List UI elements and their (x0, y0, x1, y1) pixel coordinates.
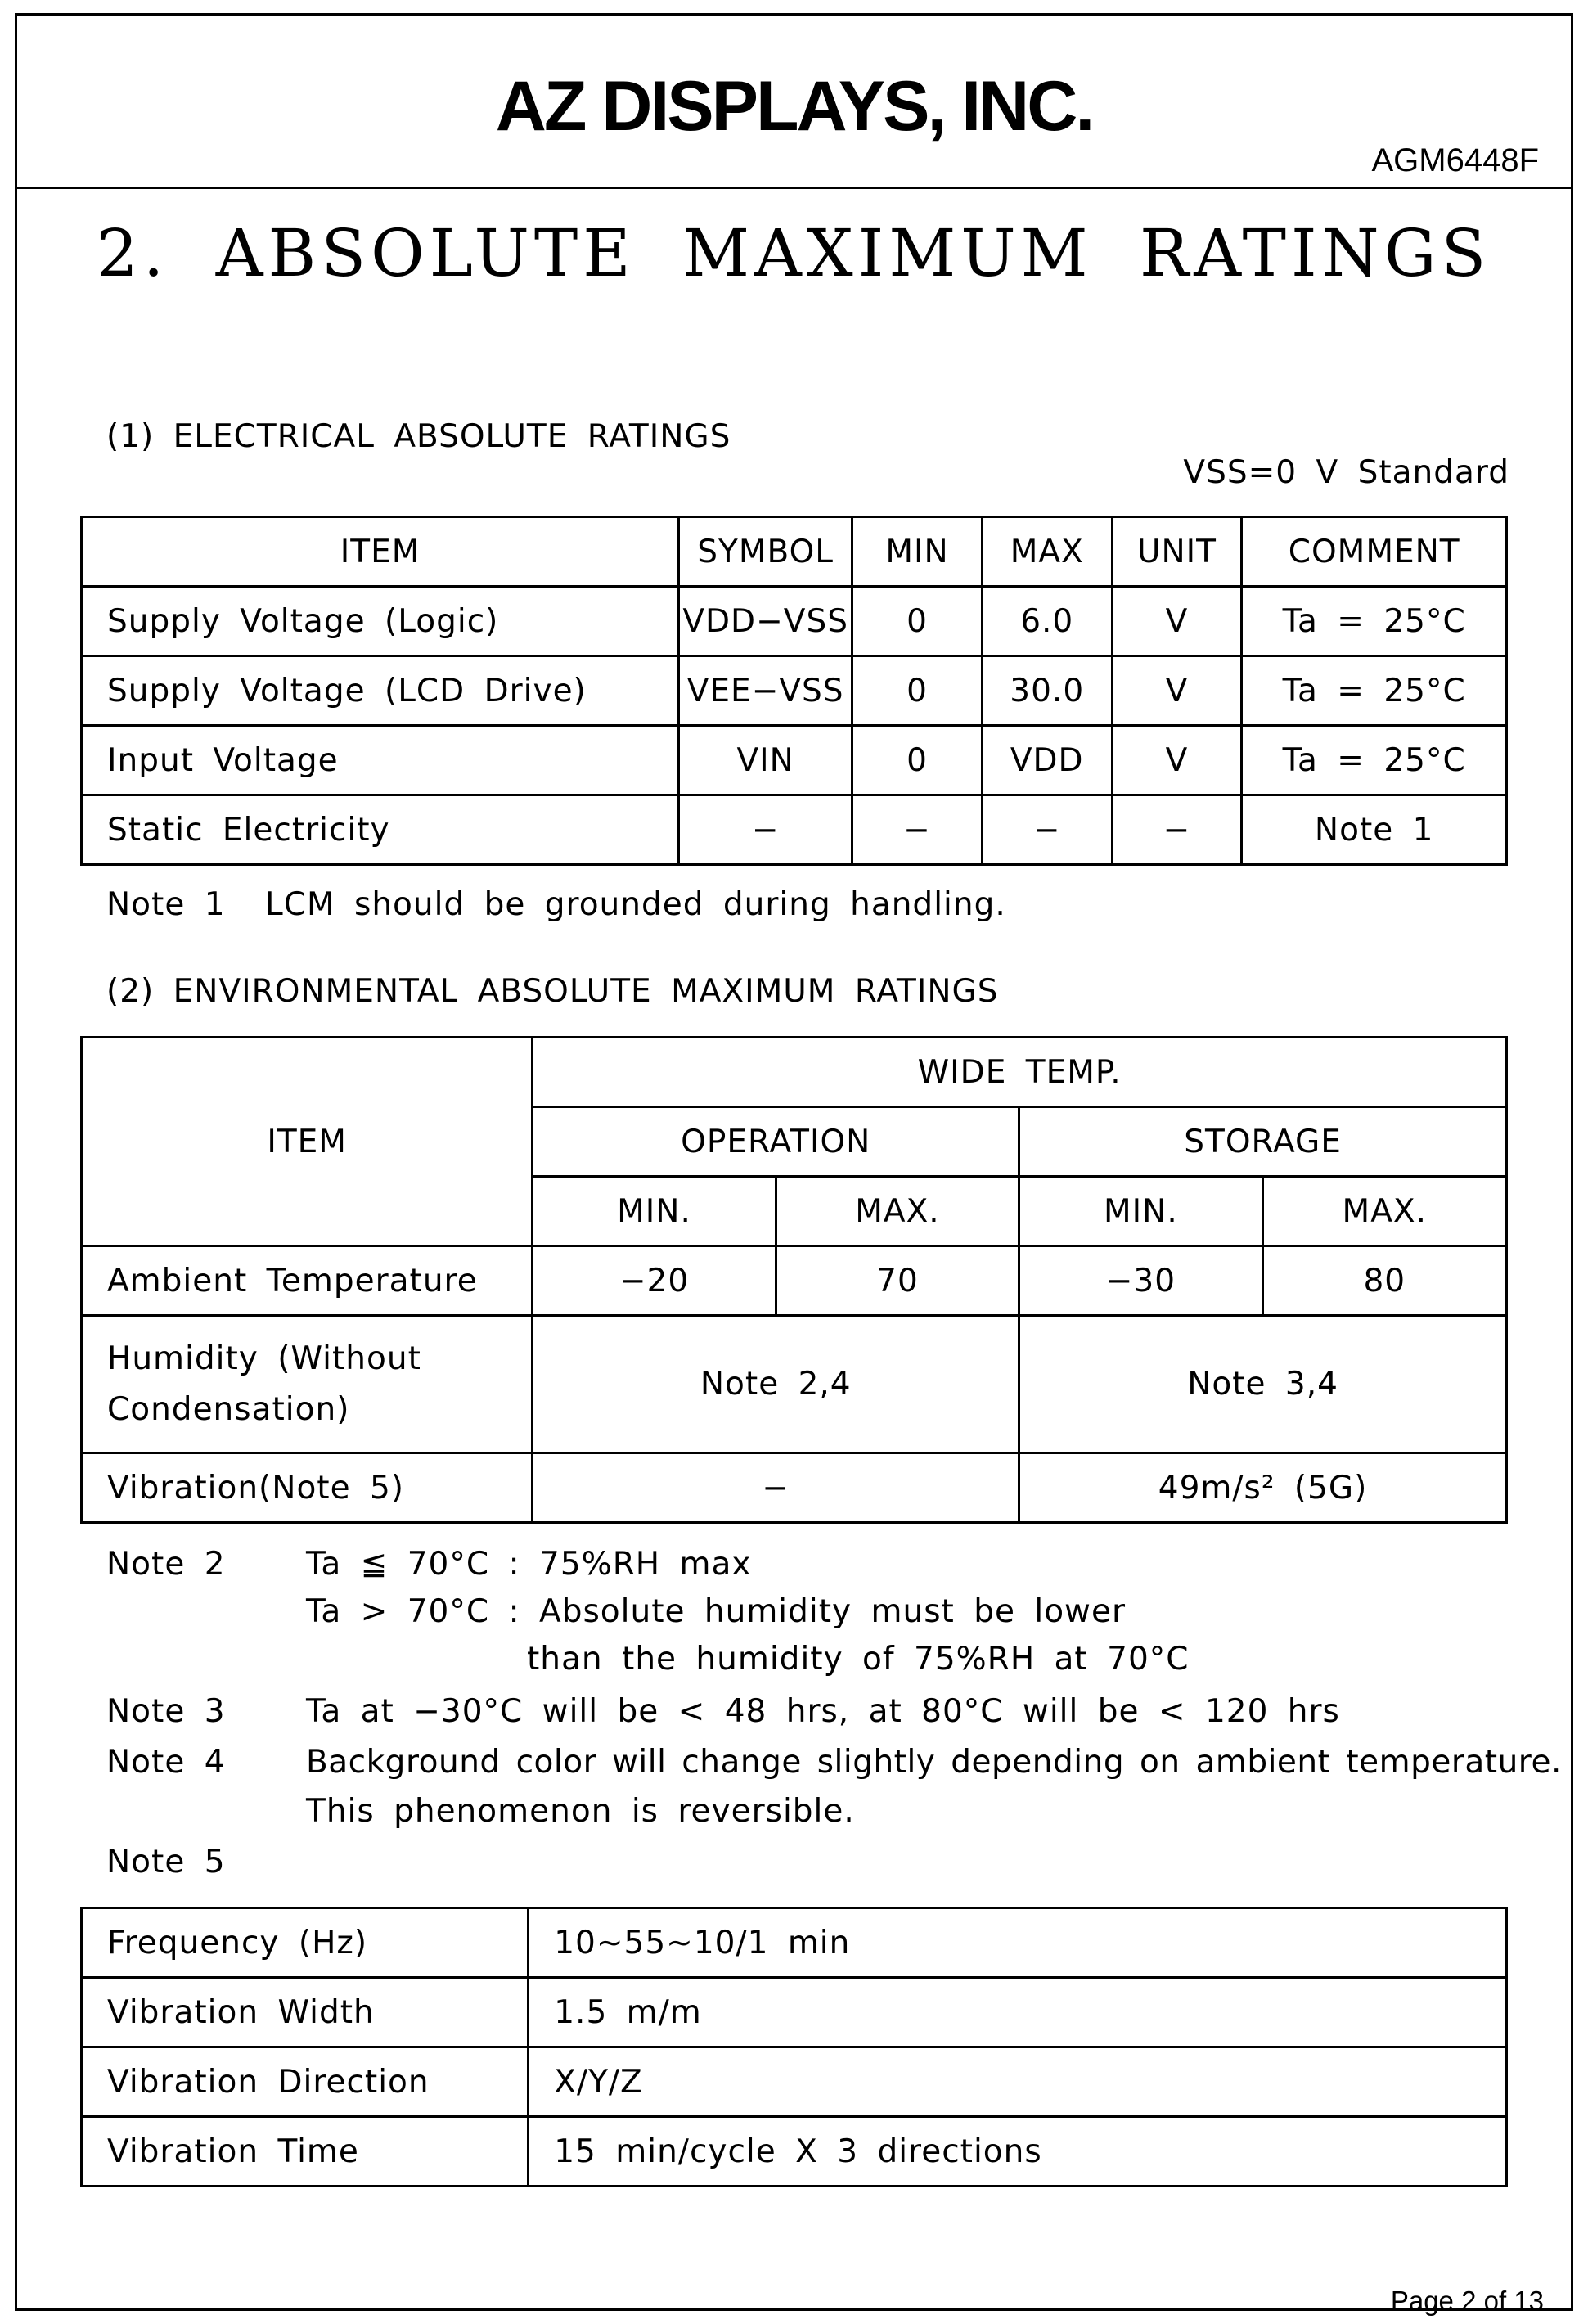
cell-st-max: 80 (1262, 1246, 1506, 1316)
cell-item: Supply Voltage (LCD Drive) (82, 656, 679, 726)
col-header-st-max: MAX. (1262, 1177, 1506, 1246)
col-header-st-min: MIN. (1019, 1177, 1262, 1246)
cell-max: 6.0 (982, 587, 1112, 656)
cell-min: 0 (852, 726, 983, 795)
note2-line1: Ta ≦ 70°C : 75%RH max (306, 1546, 752, 1583)
col-header-item: ITEM (82, 1038, 533, 1246)
page-number: Page 2 of 13 (1390, 2286, 1544, 2316)
environmental-ratings-table (80, 1036, 1508, 1524)
col-header-min: MIN (852, 517, 983, 587)
col-header-storage: STORAGE (1019, 1107, 1507, 1177)
cell-value: 10~55~10/1 min (529, 1908, 1507, 1978)
col-header-max: MAX (982, 517, 1112, 587)
section1-heading: (1) ELECTRICAL ABSOLUTE RATINGS (106, 418, 731, 455)
table-row (82, 795, 1507, 865)
cell-unit: V (1112, 587, 1242, 656)
table-header-row (82, 517, 1507, 587)
note2-label: Note 2 (106, 1546, 226, 1583)
vss-standard: VSS=0 V Standard (1183, 454, 1509, 491)
cell-item: Vibration Direction (82, 2047, 529, 2117)
cell-item: Vibration Width (82, 1978, 529, 2047)
note1-text: LCM should be grounded during handling. (265, 886, 1006, 923)
humidity-label-line1: Humidity (Without (107, 1340, 421, 1377)
table-row (82, 656, 1507, 726)
note2-line2: Ta > 70°C : Absolute humidity must be lower (306, 1593, 1126, 1630)
section2-heading: (2) ENVIRONMENTAL ABSOLUTE MAXIMUM RATINGS (106, 973, 999, 1010)
company-name: AZ DISPLAYS, INC. (495, 67, 1093, 146)
cell-value: 1.5 m/m (529, 1978, 1507, 2047)
cell-value: X/Y/Z (529, 2047, 1507, 2117)
cell-symbol: VEE−VSS (679, 656, 852, 726)
cell-min: 0 (852, 656, 983, 726)
cell-item: Ambient Temperature (82, 1246, 533, 1316)
cell-item: Frequency (Hz) (82, 1908, 529, 1978)
table-row (82, 726, 1507, 795)
cell-comment: Ta = 25°C (1242, 656, 1507, 726)
cell-storage: Note 3,4 (1019, 1316, 1507, 1453)
cell-unit: − (1112, 795, 1242, 865)
col-header-comment: COMMENT (1242, 517, 1507, 587)
cell-max: VDD (982, 726, 1112, 795)
cell-unit: V (1112, 656, 1242, 726)
col-header-op-min: MIN. (533, 1177, 776, 1246)
cell-storage: 49m/s² (5G) (1019, 1453, 1507, 1523)
cell-max: 30.0 (982, 656, 1112, 726)
cell-item (82, 1316, 533, 1453)
model-number: AGM6448F (1371, 142, 1539, 178)
cell-max: − (982, 795, 1112, 865)
cell-min: 0 (852, 587, 983, 656)
table-row (82, 1316, 1507, 1453)
note4-line1: Background color will change slightly depending on ambient temperature. (306, 1744, 1562, 1781)
table-row (82, 1978, 1507, 2047)
note4-line2: This phenomenon is reversible. (306, 1793, 855, 1830)
table-row (82, 1908, 1507, 1978)
electrical-ratings-table (80, 516, 1508, 866)
table-row (82, 2047, 1507, 2117)
note3-text: Ta at −30°C will be < 48 hrs, at 80°C will be < 120 hrs (306, 1693, 1340, 1730)
note3-label: Note 3 (106, 1693, 226, 1730)
cell-st-min: −30 (1019, 1246, 1262, 1316)
col-header-operation: OPERATION (533, 1107, 1019, 1177)
cell-item: Vibration Time (82, 2117, 529, 2187)
col-header-item: ITEM (82, 517, 679, 587)
table-row (82, 2117, 1507, 2187)
note5-label: Note 5 (106, 1844, 226, 1880)
note4-label: Note 4 (106, 1744, 226, 1781)
header-divider (15, 187, 1573, 189)
col-header-op-max: MAX. (776, 1177, 1019, 1246)
cell-symbol: VDD−VSS (679, 587, 852, 656)
cell-value: 15 min/cycle X 3 directions (529, 2117, 1507, 2187)
col-header-symbol: SYMBOL (679, 517, 852, 587)
cell-symbol: − (679, 795, 852, 865)
cell-min: − (852, 795, 983, 865)
table-row (82, 1453, 1507, 1523)
col-header-unit: UNIT (1112, 517, 1242, 587)
cell-operation: − (533, 1453, 1019, 1523)
cell-item: Vibration(Note 5) (82, 1453, 533, 1523)
page-title: 2. ABSOLUTE MAXIMUM RATINGS (97, 215, 1491, 291)
vibration-conditions-table (80, 1907, 1508, 2187)
cell-comment: Note 1 (1242, 795, 1507, 865)
table-row (82, 1246, 1507, 1316)
cell-comment: Ta = 25°C (1242, 587, 1507, 656)
cell-unit: V (1112, 726, 1242, 795)
cell-item: Input Voltage (82, 726, 679, 795)
cell-comment: Ta = 25°C (1242, 726, 1507, 795)
cell-op-min: −20 (533, 1246, 776, 1316)
cell-op-max: 70 (776, 1246, 1019, 1316)
col-header-wide-temp: WIDE TEMP. (533, 1038, 1507, 1107)
humidity-label-line2: Condensation) (107, 1390, 350, 1428)
cell-operation: Note 2,4 (533, 1316, 1019, 1453)
table-row (82, 587, 1507, 656)
note2-line3: than the humidity of 75%RH at 70°C (527, 1641, 1190, 1678)
note1-label: Note 1 (106, 886, 226, 923)
cell-symbol: VIN (679, 726, 852, 795)
cell-item: Static Electricity (82, 795, 679, 865)
cell-item: Supply Voltage (Logic) (82, 587, 679, 656)
